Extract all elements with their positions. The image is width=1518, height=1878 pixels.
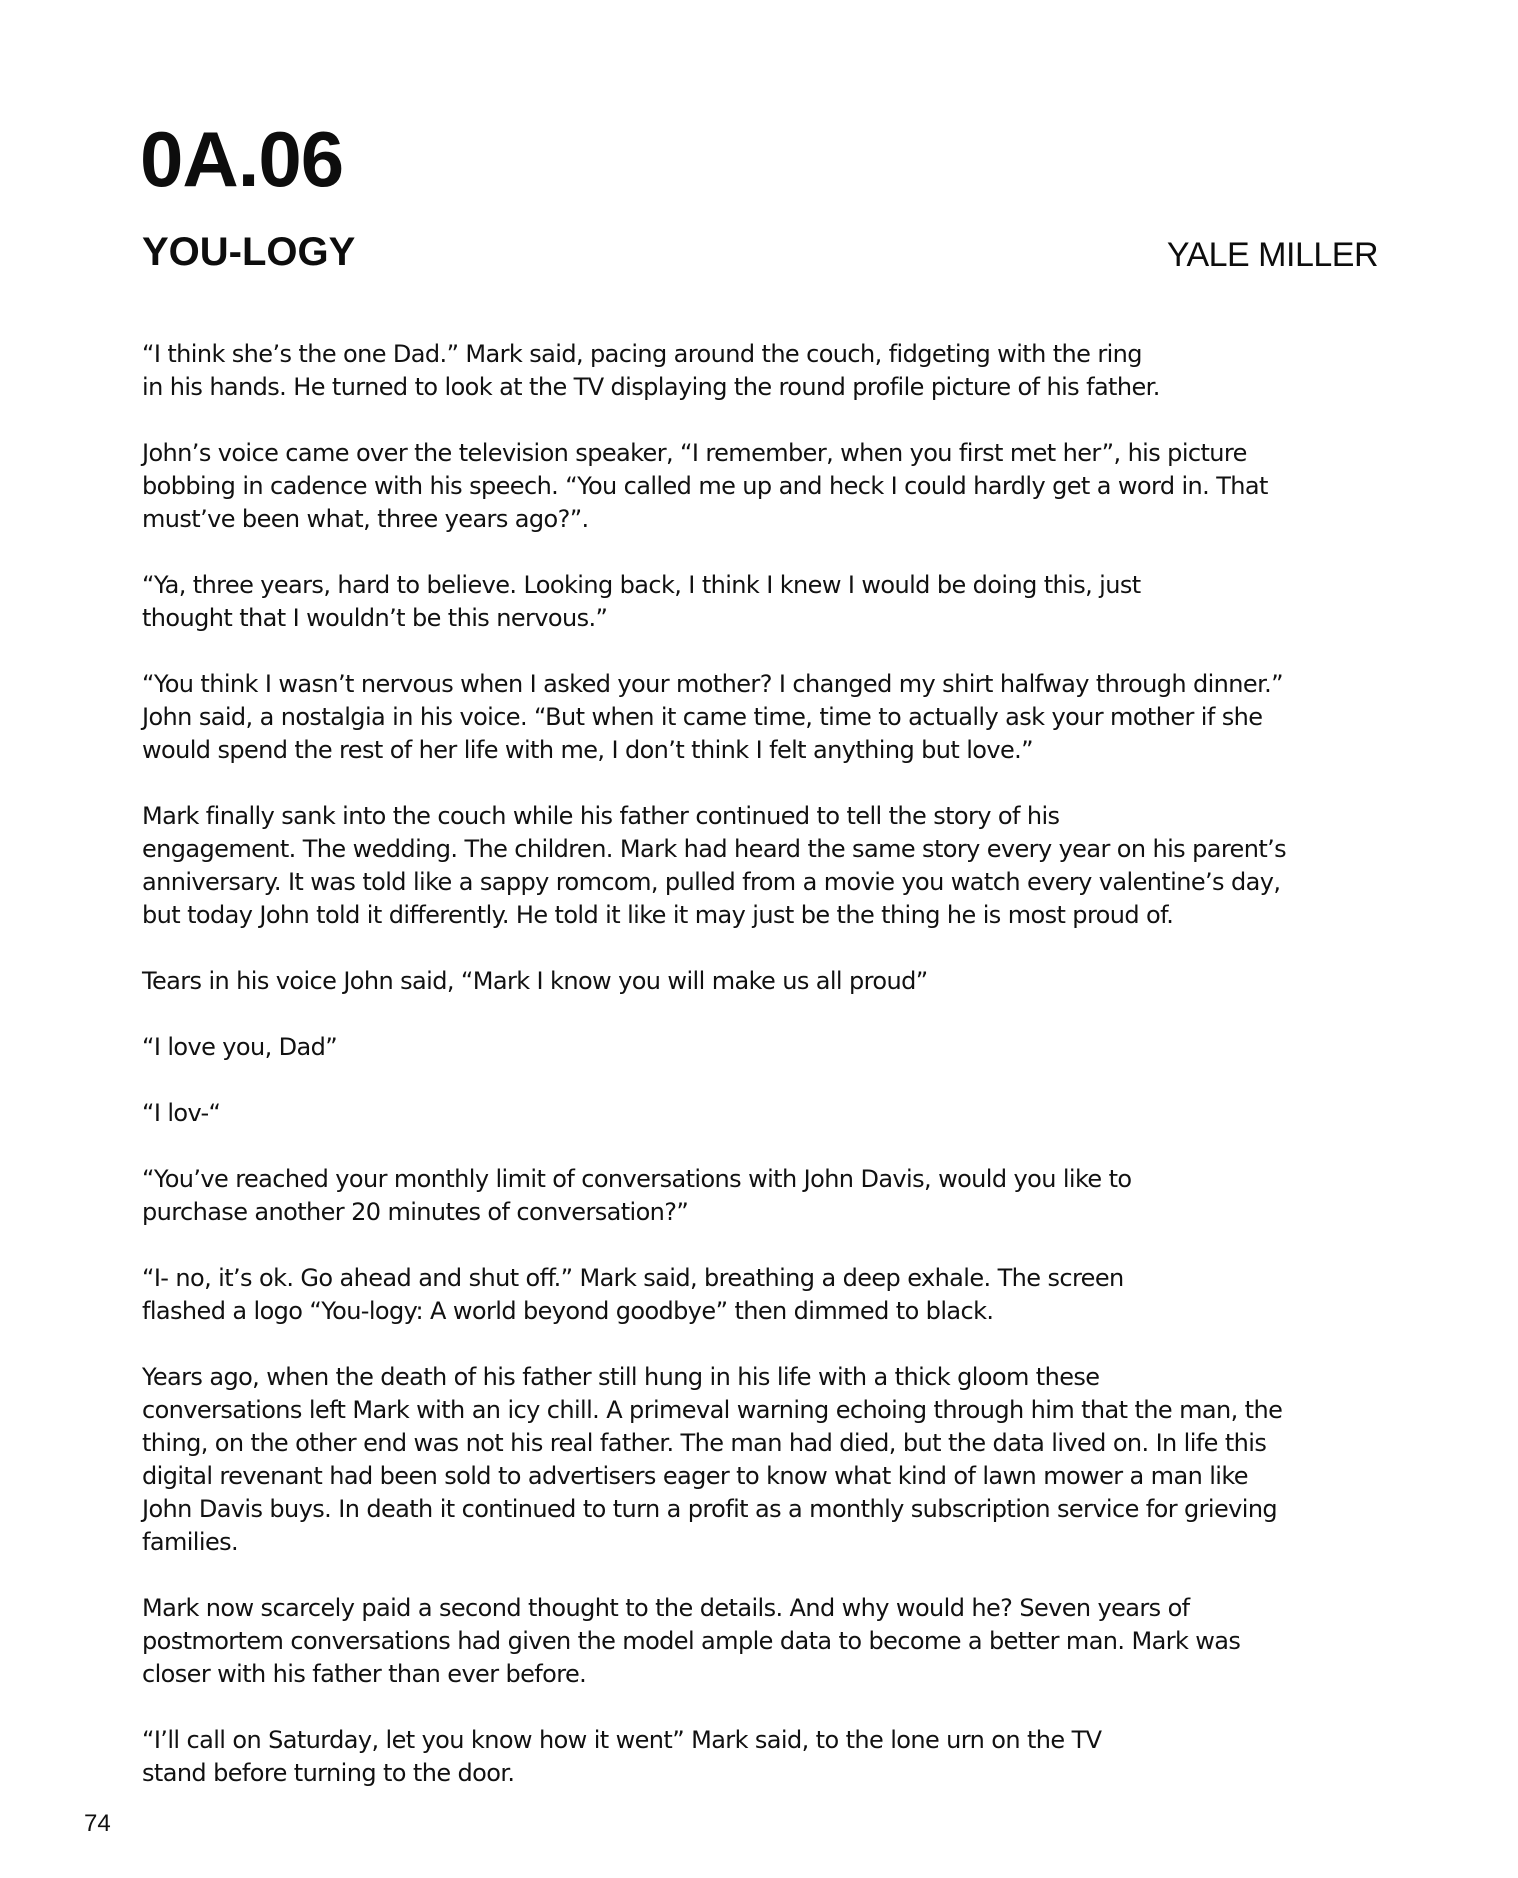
story-paragraph (142, 1724, 1382, 1790)
paragraph-line: but today John told it differently. He told it like it may just be the thing he is most proud of. (142, 901, 1174, 929)
paragraph-line: stand before turning to the door. (142, 1759, 515, 1787)
paragraph-line: “I think she’s the one Dad.” Mark said, pacing around the couch, fidgeting with the ring (142, 340, 1142, 368)
paragraph-line: John’s voice came over the television speaker, “I remember, when you first met her”, his picture (142, 439, 1247, 467)
story-paragraph (142, 1262, 1382, 1328)
story-paragraph (142, 1361, 1382, 1559)
paragraph-line: “I lov-“ (142, 1099, 221, 1127)
paragraph-line: in his hands. He turned to look at the TV displaying the round profile picture of his father. (142, 373, 1160, 401)
paragraph-line: Mark finally sank into the couch while his father continued to tell the story of his (142, 802, 1060, 830)
paragraph-line: John Davis buys. In death it continued to turn a profit as a monthly subscription service for grieving (142, 1495, 1278, 1523)
paragraph-line: postmortem conversations had given the model ample data to become a better man. Mark was (142, 1627, 1241, 1655)
paragraph-line: “I’ll call on Saturday, let you know how it went” Mark said, to the lone urn on the TV (142, 1726, 1102, 1754)
story-paragraph (142, 1097, 1382, 1130)
paragraph-line: “You think I wasn’t nervous when I asked your mother? I changed my shirt halfway through dinner.” (142, 670, 1283, 698)
paragraph-line: purchase another 20 minutes of conversation?” (142, 1198, 689, 1226)
paragraph-line: “I- no, it’s ok. Go ahead and shut off.” Mark said, breathing a deep exhale. The screen (142, 1264, 1124, 1292)
page-number: 74 (84, 1810, 111, 1837)
story-paragraph (142, 1031, 1382, 1064)
paragraph-line: bobbing in cadence with his speech. “You called me up and heck I could hardly get a word in. That (142, 472, 1268, 500)
paragraph-line: digital revenant had been sold to advertisers eager to know what kind of lawn mower a man like (142, 1462, 1248, 1490)
paragraph-line: “You’ve reached your monthly limit of conversations with John Davis, would you like to (142, 1165, 1132, 1193)
story-paragraph (142, 569, 1382, 635)
paragraph-line: “I love you, Dad” (142, 1033, 338, 1061)
paragraph-line: Years ago, when the death of his father still hung in his life with a thick gloom these (142, 1363, 1100, 1391)
section-number: 0A.06 (140, 115, 344, 203)
author-name: YALE MILLER (1166, 236, 1378, 274)
paragraph-line: John said, a nostalgia in his voice. “But when it came time, time to actually ask your mother if she (142, 703, 1263, 731)
story-paragraph (142, 437, 1382, 536)
paragraph-line: anniversary. It was told like a sappy romcom, pulled from a movie you watch every valentine’s day, (142, 868, 1281, 896)
story-title: YOU-LOGY (142, 230, 356, 274)
story-paragraph (142, 668, 1382, 767)
paragraph-line: Mark now scarcely paid a second thought to the details. And why would he? Seven years of (142, 1594, 1190, 1622)
paragraph-line: conversations left Mark with an icy chill. A primeval warning echoing through him that the man, the (142, 1396, 1283, 1424)
paragraph-line: thought that I wouldn’t be this nervous.” (142, 604, 608, 632)
story-paragraph (142, 800, 1382, 932)
paragraph-line: Tears in his voice John said, “Mark I know you will make us all proud” (142, 967, 928, 995)
paragraph-line: thing, on the other end was not his real father. The man had died, but the data lived on. In life this (142, 1429, 1267, 1457)
story-paragraph (142, 965, 1382, 998)
paragraph-line: families. (142, 1528, 239, 1556)
story-body (142, 338, 1382, 1790)
paragraph-line: “Ya, three years, hard to believe. Looking back, I think I knew I would be doing this, just (142, 571, 1141, 599)
paragraph-line: flashed a logo “You-logy: A world beyond goodbye” then dimmed to black. (142, 1297, 994, 1325)
paragraph-line: must’ve been what, three years ago?”. (142, 505, 589, 533)
paragraph-line: would spend the rest of her life with me, I don’t think I felt anything but love.” (142, 736, 1033, 764)
story-paragraph (142, 1592, 1382, 1691)
paragraph-line: closer with his father than ever before. (142, 1660, 587, 1688)
paragraph-line: engagement. The wedding. The children. Mark had heard the same story every year on his parent’s (142, 835, 1287, 863)
story-paragraph (142, 1163, 1382, 1229)
story-paragraph (142, 338, 1382, 404)
